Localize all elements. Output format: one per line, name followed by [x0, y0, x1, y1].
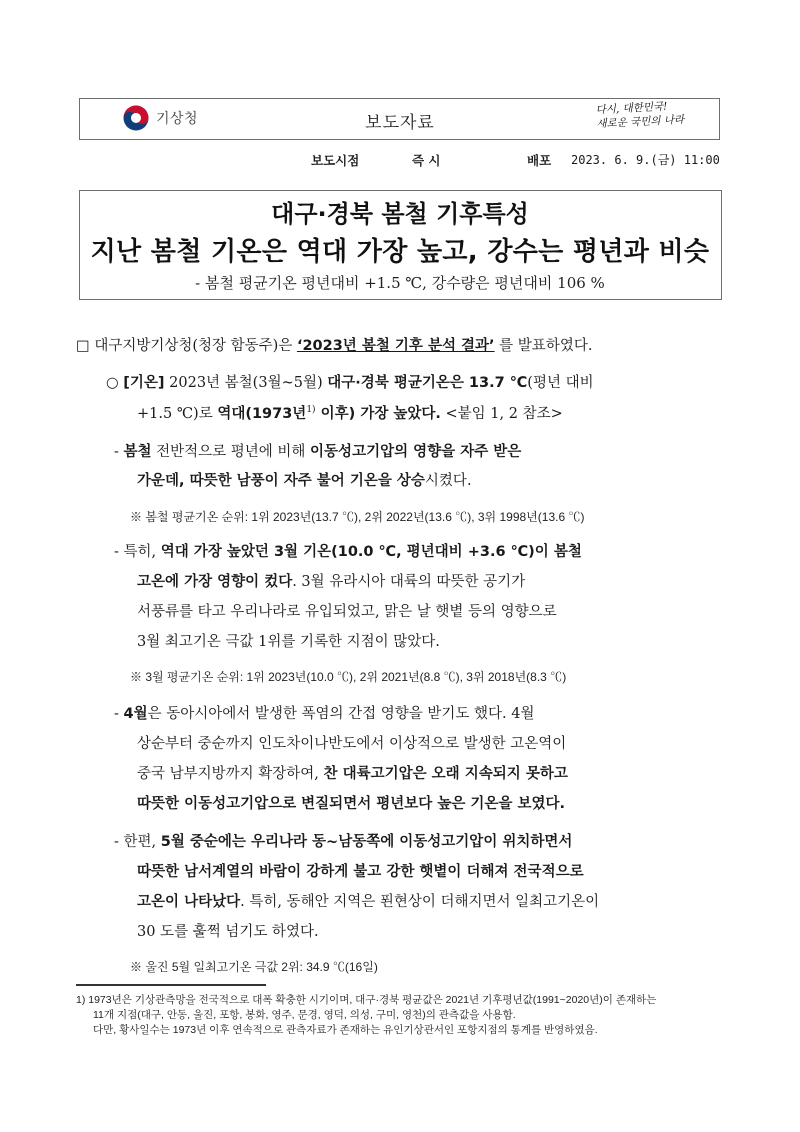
doc-type: 보도자료 — [365, 113, 435, 133]
dash-bullet: - — [114, 706, 119, 722]
p4-line-1: - 한편, 5월 중순에는 우리나라 동~남동쪽에 이동성고기압이 위치하면서 — [114, 834, 573, 850]
p3-line-4: 따뜻한 이동성고기압으로 변질되면서 평년보다 높은 기온을 보였다. — [137, 796, 565, 812]
headline: 대구·경북 봄철 기후특성 — [271, 200, 529, 228]
p4-line-4: 30 도를 훌쩍 넘기도 하였다. — [137, 924, 319, 940]
slogan — [595, 99, 684, 132]
p1-note: ※ 봄철 평균기온 순위: 1위 2023년(13.7 ℃), 2위 2022년(13.6 ℃), 3위 1998년(13.6 ℃) — [130, 510, 585, 524]
p2-line-2: 고온에 가장 영향이 컸다. 3월 유라시아 대륙의 따뜻한 공기가 — [137, 574, 526, 590]
agency-name: 기상청 — [156, 111, 199, 127]
p3-line-1: - 4월은 동아시아에서 발생한 폭염의 간접 영향을 받기도 했다. 4월 — [114, 706, 535, 722]
footnote-line-2: 11개 지점(대구, 안동, 울진, 포항, 봉화, 영주, 문경, 영덕, 의성, 구미, 영천)의 관측값을 사용함. — [93, 1009, 516, 1021]
p4-line-3: 고온이 나타났다. 특히, 동해안 지역은 푄현상이 더해지면서 일최고기온이 — [137, 894, 600, 910]
dash-bullet: - — [114, 544, 119, 560]
p4-line-2: 따뜻한 남서계열의 바람이 강하게 불고 강한 햇볕이 더해져 전국적으로 — [137, 864, 584, 880]
p1-line-2: 가운데, 따뜻한 남풍이 자주 불어 기온을 상승시켰다. — [137, 473, 472, 489]
report-title: ‘2023년 봄철 기후 분석 결과’ — [296, 338, 495, 354]
slogan-line1: 다시, 대한민국! — [595, 100, 668, 117]
footnote-ref[interactable]: 1) — [306, 405, 316, 416]
p2-line-1: - 특히, 역대 가장 높았던 3월 기온(10.0 ℃, 평년대비 +3.6 ℃)이 봄철 — [114, 544, 582, 560]
release-time-value: 즉 시 — [412, 153, 441, 168]
intro-paragraph: □ 대구지방기상청(청장 함동주)은 ‘2023년 봄철 기후 분석 결과’ 를 발표하였다. — [76, 338, 593, 354]
footnote-line-1: 1) 1973년은 기상관측망을 전국적으로 대폭 확충한 시기이며, 대구·경북 평균값은 2021년 기후평년값(1991~2020년)이 존재하는 — [76, 994, 657, 1006]
slogan-line2: 새로운 국민의 나라 — [596, 113, 685, 131]
subheadline: 지난 봄철 기온은 역대 가장 높고, 강수는 평년과 비슷 — [90, 237, 710, 267]
p2-note: ※ 3월 평균기온 순위: 1위 2023년(10.0 ℃), 2위 2021년(8.8 ℃), 3위 2018년(8.3 ℃) — [130, 670, 567, 684]
distribution-date: 2023. 6. 9.(금) 11:00 — [571, 153, 720, 167]
p3-line-2: 상순부터 중순까지 인도차이나반도에서 이상적으로 발생한 고온역이 — [137, 736, 567, 752]
dash-bullet: - — [114, 834, 119, 850]
temp-line-1: ○ [기온] 2023년 봄철(3월~5월) 대구·경북 평균기온은 13.7 ℃(평년 대비 — [106, 375, 594, 391]
release-time-label: 보도시점 — [311, 153, 360, 168]
dash-bullet: - — [114, 444, 119, 460]
summary: - 봄철 평균기온 평년대비 +1.5 ℃, 강수량은 평년대비 106 % — [195, 274, 605, 292]
footnote-line-3: 다만, 황사일수는 1973년 이후 연속적으로 관측자료가 존재하는 유인기상관서인 포항지점의 통계를 반영하였음. — [93, 1024, 598, 1036]
p2-line-4: 3월 최고기온 극값 1위를 기록한 지점이 많았다. — [137, 634, 440, 650]
circle-bullet-icon: ○ — [106, 375, 119, 391]
p1-line-1: - 봄철 전반적으로 평년에 비해 이동성고기압의 영향을 자주 받은 — [114, 444, 522, 460]
p4-note: ※ 울진 5월 일최고기온 극값 2위: 34.9 ℃(16일) — [130, 960, 378, 974]
p2-line-3: 서풍류를 타고 우리나라로 유입되었고, 맑은 날 햇볕 등의 영향으로 — [137, 604, 557, 620]
p3-line-3: 중국 남부지방까지 확장하여, 찬 대륙고기압은 오래 지속되지 못하고 — [137, 766, 568, 782]
footnote-divider — [76, 984, 266, 986]
distribution-label: 배포 — [527, 153, 552, 168]
temp-line-2: +1.5 ℃)로 역대(1973년$^{1)}$ 이후) 가장 높았다. <붙임 1, 2 참조> — [137, 405, 563, 422]
square-bullet-icon: □ — [76, 338, 90, 354]
